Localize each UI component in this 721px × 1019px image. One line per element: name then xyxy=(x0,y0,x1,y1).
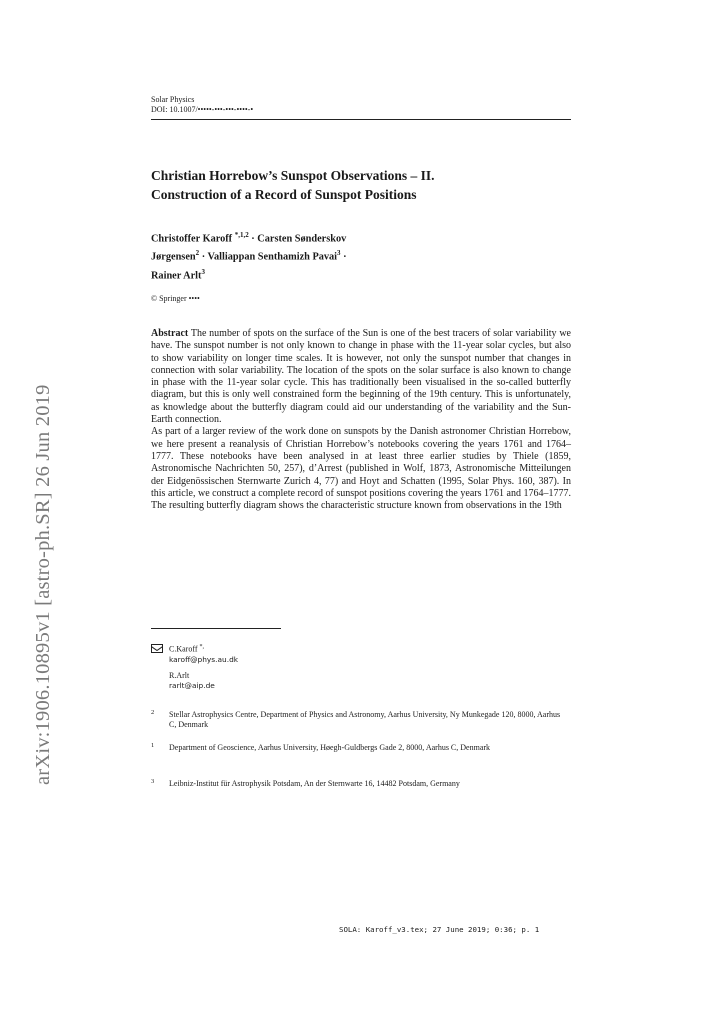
author-separator: · xyxy=(340,251,347,263)
abstract-text-1: The number of spots on the surface of the Sun is one of the best tracers of solar variability we have. The sunspot number is not only known to change in phase with the 11-year solar cycles, but also to show variability on longer time scales. It is however, not only the sunspot number that changes in connection with solar variability. The location of the spots on the solar surface is also known to change in phase with the 11-year solar cycle. This has traditionally been visualised in the so-called butterfly diagram, but this is only well constrained form the beginning of the 19th century. This is unfortunately, as knowledge about the butterfly diagram could aid our understanding of the variability and the Sun-Earth connection. xyxy=(151,328,571,426)
affiliation-text: Department of Geoscience, Aarhus University, Høegh-Guldbergs Gade 2, 8000, Aarhus C, Denmark xyxy=(169,743,491,752)
journal-name: Solar Physics xyxy=(151,95,195,104)
contact-entry xyxy=(151,642,238,655)
author-name: Christoffer Karoff xyxy=(151,233,233,245)
journal-doi: DOI: 10.1007/•••••-•••-•••-••••-• xyxy=(151,105,254,114)
author-affil-marker: 3 xyxy=(337,249,341,258)
author-affil-marker: *,1,2 xyxy=(234,231,249,239)
author-separator: · xyxy=(199,251,208,263)
affiliation-text: Stellar Astrophysics Centre, Department of Physics and Astronomy, Aarhus University, Ny Munkegade 120, 8000, Aarhus C, Denmark xyxy=(169,710,561,729)
arxiv-sidebar xyxy=(8,300,56,785)
title-line-1: Christian Horrebow’s Sunspot Observations – II. xyxy=(151,168,435,183)
title-line-2: Construction of a Record of Sunspot Positions xyxy=(151,187,417,202)
page-footer: SOLA: Karoff_v3.tex; 27 June 2019; 0:36; p. 1 xyxy=(339,925,540,934)
footnote-rule xyxy=(151,628,281,629)
contact-name: C.Karoff xyxy=(169,644,198,654)
affiliation-number: 2 xyxy=(151,709,155,716)
author-name: Rainer Arlt xyxy=(151,270,202,282)
affiliation-text: Leibniz-Institut für Astrophysik Potsdam, An der Sternwarte 16, 14482 Potsdam, Germany xyxy=(169,779,460,788)
author-name: Valliappan Senthamizh Pavai xyxy=(207,251,338,263)
copyright-line: © Springer •••• xyxy=(151,294,200,303)
arxiv-identifier: arXiv:1906.10895v1 [astro-ph.SR] 26 Jun 2019 xyxy=(32,384,54,785)
contact-block xyxy=(151,642,238,691)
header-rule xyxy=(151,119,571,120)
author-affil-marker: 3 xyxy=(201,267,205,276)
abstract xyxy=(151,328,571,512)
author-affil-marker: 2 xyxy=(195,249,200,258)
abstract-paragraph-1 xyxy=(151,328,571,426)
author-name: Carsten Sønderskov xyxy=(257,233,347,245)
author-separator: · xyxy=(248,233,258,245)
affiliation-number: 3 xyxy=(151,778,155,785)
contact-email[interactable]: karoff@phys.au.dk xyxy=(169,654,239,664)
contact-name: R.Arlt xyxy=(169,670,190,680)
paper-title xyxy=(151,166,571,204)
author-name: Jørgensen xyxy=(151,251,196,263)
author-list xyxy=(151,228,571,283)
journal-header xyxy=(151,95,253,115)
abstract-label: Abstract xyxy=(151,328,189,339)
envelope-icon xyxy=(151,644,163,653)
affiliation-number: 1 xyxy=(151,742,155,749)
abstract-paragraph-2: As part of a larger review of the work done on sunspots by the Danish astronomer Christian Horrebow, we here present a reanalysis of Christian Horrebow’s notebooks covering the years 1761 and 1764–1777. These notebooks have been analysed in at least three earlier studies by Thiele (1859, Astronomische Nachrichten 50, 257), d’Arrest (published in Wolf, 1873, Astronomische Mitteilungen der Eidgenössischen Sternwarte Zurich 4, 77) and Hoyt and Schatten (1995, Solar Phys. 160, 387). In this article, we construct a complete record of sunspot positions covering the years 1761 and 1764–1777. The resulting butterfly diagram shows the characteristic structure known from observations in the 19th xyxy=(151,426,571,512)
contact-marker: *, xyxy=(199,644,205,650)
contact-email[interactable]: rarlt@aip.de xyxy=(169,680,215,690)
